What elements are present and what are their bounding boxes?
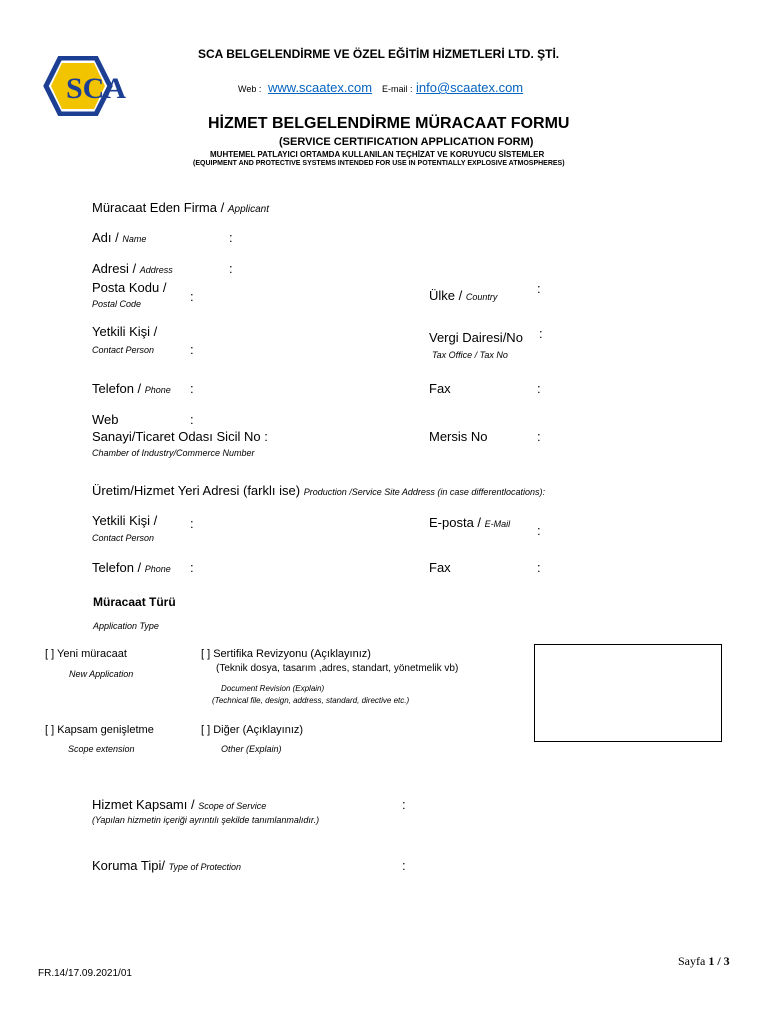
other-label-en: Other (Explain) xyxy=(221,744,282,754)
phone-colon: : xyxy=(190,381,194,396)
production-contact-label-en: Contact Person xyxy=(92,533,155,543)
form-subtitle: (SERVICE CERTIFICATION APPLICATION FORM) xyxy=(279,136,534,148)
explanation-box[interactable] xyxy=(534,644,722,742)
production-contact-colon: : xyxy=(190,516,194,531)
fax-label: Fax xyxy=(429,381,451,396)
address-label: Adresi / Address xyxy=(92,261,173,276)
email-link[interactable]: info@scaatex.com xyxy=(416,80,524,95)
logo-text: SCA xyxy=(66,72,127,105)
web-label: Web : xyxy=(238,84,262,94)
revision-detail-en: (Technical file, design, address, standard, directive etc.) xyxy=(212,696,410,705)
protection-type-colon: : xyxy=(402,858,406,873)
tax-label-en: Tax Office / Tax No xyxy=(432,350,508,360)
mersis-label: Mersis No xyxy=(429,429,488,444)
contact-label-en: Contact Person xyxy=(92,345,155,355)
new-application-label-en: New Application xyxy=(69,669,134,679)
production-email-label: E-posta / E-Mail xyxy=(429,515,511,530)
page-number: Sayfa 1 / 3 xyxy=(678,954,730,968)
revision-checkbox[interactable]: [ ] Sertifika Revizyonu (Açıklayınız) xyxy=(201,648,371,660)
country-label: Ülke / Country xyxy=(429,288,498,303)
production-email-colon: : xyxy=(537,523,541,538)
contact-label: Yetkili Kişi / xyxy=(92,324,158,339)
form-code: FR.14/17.09.2021/01 xyxy=(38,968,132,979)
scope-extension-checkbox[interactable]: [ ] Kapsam genişletme xyxy=(45,724,154,736)
form-title: HİZMET BELGELENDİRME MÜRACAAT FORMU xyxy=(208,115,570,132)
chamber-label: Sanayi/Ticaret Odası Sicil No : xyxy=(92,429,268,444)
address-colon: : xyxy=(229,261,233,276)
application-type-heading-en: Application Type xyxy=(93,621,159,631)
new-application-checkbox[interactable]: [ ] Yeni müracaat xyxy=(45,648,127,660)
applicant-heading: Müracaat Eden Firma / Applicant xyxy=(92,200,269,215)
web-field-label: Web xyxy=(92,412,119,427)
production-contact-label: Yetkili Kişi / xyxy=(92,513,158,528)
tax-label: Vergi Dairesi/No xyxy=(429,330,523,345)
service-scope-colon: : xyxy=(402,797,406,812)
production-phone-colon: : xyxy=(190,560,194,575)
production-fax-label: Fax xyxy=(429,560,451,575)
service-scope-note: (Yapılan hizmetin içeriği ayrıntılı şekilde tanımlanmalıdır.) xyxy=(92,815,320,825)
production-phone-label: Telefon / Phone xyxy=(92,560,171,575)
fax-colon: : xyxy=(537,381,541,396)
postal-label: Posta Kodu / xyxy=(92,280,167,295)
service-scope-label: Hizmet Kapsamı / Scope of Service xyxy=(92,797,267,812)
web-field-colon: : xyxy=(190,412,194,427)
production-fax-colon: : xyxy=(537,560,541,575)
name-colon: : xyxy=(229,230,233,245)
country-colon: : xyxy=(537,281,541,296)
revision-label-en: Document Revision (Explain) xyxy=(221,684,325,693)
name-label: Adı / Name xyxy=(92,230,147,245)
scope-extension-label-en: Scope extension xyxy=(68,744,135,754)
production-heading: Üretim/Hizmet Yeri Adresi (farklı ise) Production /Service Site Address (in case differentlocations): xyxy=(92,483,545,498)
web-link[interactable]: www.scaatex.com xyxy=(268,80,373,95)
form-scope-tr: MUHTEMEL PATLAYICI ORTAMDA KULLANILAN TEÇHİZAT VE KORUYUCU SİSTEMLER xyxy=(210,150,545,159)
company-name: SCA BELGELENDİRME VE ÖZEL EĞİTİM HİZMETLERİ LTD. ŞTİ. xyxy=(198,47,560,61)
other-checkbox[interactable]: [ ] Diğer (Açıklayınız) xyxy=(201,724,304,736)
application-type-heading: Müracaat Türü xyxy=(93,595,176,609)
form-scope-en: (EQUIPMENT AND PROTECTIVE SYSTEMS INTENDED FOR USE IN POTENTIALLY EXPLOSIVE ATMOSPHERES) xyxy=(193,160,565,167)
contact-colon: : xyxy=(190,342,194,357)
mersis-colon: : xyxy=(537,429,541,444)
email-label: E-mail : xyxy=(382,84,413,94)
revision-detail: (Teknik dosya, tasarım ,adres, standart, yönetmelik vb) xyxy=(216,663,459,674)
phone-label: Telefon / Phone xyxy=(92,381,171,396)
postal-colon: : xyxy=(190,289,194,304)
sca-logo xyxy=(42,56,142,116)
tax-colon: : xyxy=(539,326,543,341)
chamber-label-en: Chamber of Industry/Commerce Number xyxy=(92,448,255,458)
protection-type-label: Koruma Tipi/ Type of Protection xyxy=(92,858,241,873)
postal-label-en: Postal Code xyxy=(92,299,142,309)
